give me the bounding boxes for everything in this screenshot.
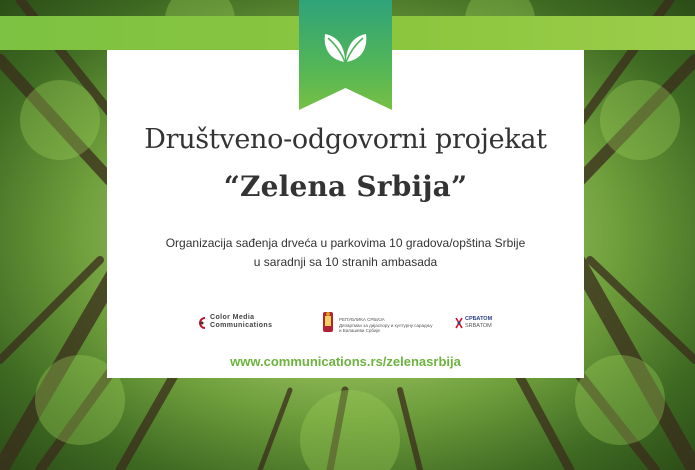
cmc-mark-icon — [197, 316, 207, 330]
republic-line1: РЕПУБЛИКА СРБИЈА — [339, 317, 385, 322]
leaf-icon — [321, 30, 370, 64]
cmc-name-line1: Color Media — [210, 314, 255, 321]
coat-of-arms-icon — [322, 310, 334, 334]
srbatom-latin: SRBATOM — [465, 323, 492, 329]
description-line-2: u saradnji sa 10 stranih ambasada — [253, 255, 438, 269]
cmc-name-line2: Communications — [210, 322, 273, 329]
project-url-link[interactable]: www.communications.rs/zelenasrbija — [230, 354, 461, 369]
partner-logos — [0, 308, 695, 338]
srbatom-mark-icon — [454, 316, 464, 330]
project-title: Društveno-odgovorni projekat — [144, 124, 547, 155]
description-line-1: Organizacija sađenja drveća u parkovima 10 gradova/opština Srbije — [165, 236, 526, 250]
republic-line2: Департман за дијаспору и културну сарадњу — [339, 322, 433, 328]
srbatom-cyrillic: СРБАТОМ — [465, 316, 493, 322]
project-name: “Zelena Srbija” — [223, 170, 468, 203]
republic-line3: и Балашеви Србије — [339, 328, 380, 333]
